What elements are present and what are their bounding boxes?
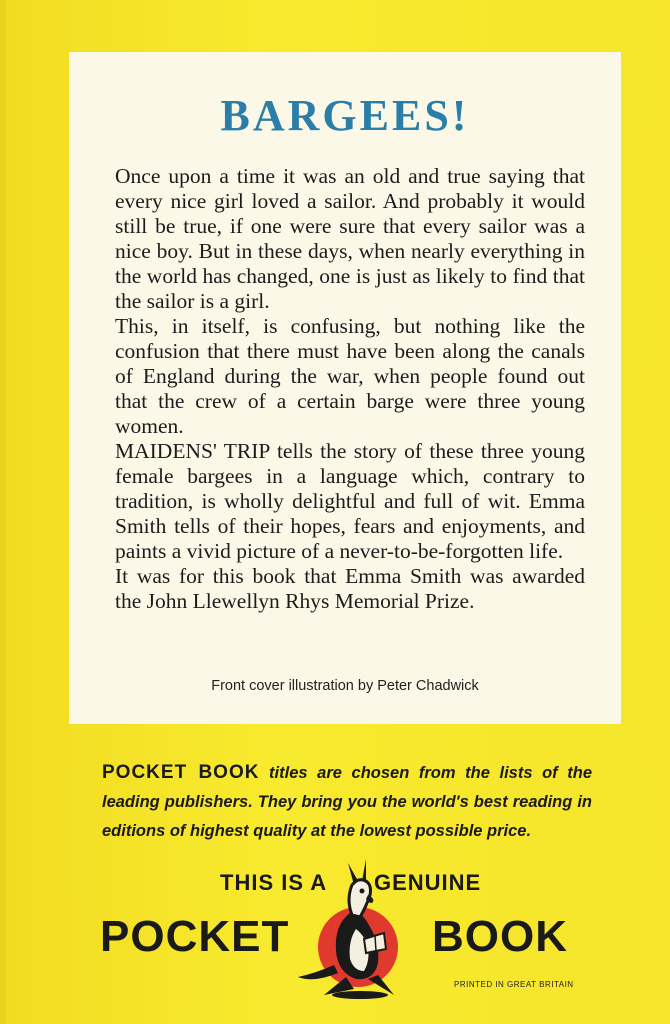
kangaroo-reading-icon xyxy=(294,855,424,1005)
book-word: BOOK xyxy=(432,912,568,961)
book-title: BARGEES! xyxy=(220,91,470,140)
publisher-promo xyxy=(102,758,592,846)
printed-in-notice: PRINTED IN GREAT BRITAIN xyxy=(454,980,574,989)
blurb-paragraph: This, in itself, is confusing, but nothing like the confusion that there must have been along the canals of England during the war, when people found out that the crew of a certain barge were three young women. xyxy=(115,314,585,438)
promo-brand: POCKET BOOK xyxy=(102,762,260,783)
blurb-panel xyxy=(69,52,621,724)
genuine-right: GENUINE xyxy=(374,870,482,895)
blurb-paragraph: MAIDENS' TRIP tells the story of these three young female bargees in a language which, contrary to tradition, is wholly delightful and full of wit. Emma Smith tells of their hopes, fears and enjoyments, and paints a vivid picture of a never-to-be-forgotten life. xyxy=(115,439,585,563)
blurb-paragraph: Once upon a time it was an old and true saying that every nice girl loved a sailor. And probably it would still be true, if one were sure that every sailor was a nice boy. But in these days, when nearly everything in the world has changed, one is just as likely to find that the sailor is a girl. xyxy=(115,164,585,313)
genuine-left: THIS IS A xyxy=(220,870,328,895)
blurb-paragraph: It was for this book that Emma Smith was awarded the John Llewellyn Rhys Memorial Prize. xyxy=(115,564,585,613)
blurb-text xyxy=(115,164,585,614)
promo-text: titles are chosen from the lists of the leading publishers. They bring you the world's best reading in editions of highest quality at the lowest possible price. xyxy=(102,764,593,840)
illustration-credit: Front cover illustration by Peter Chadwick xyxy=(211,678,479,694)
pocket-word: POCKET xyxy=(100,912,290,961)
